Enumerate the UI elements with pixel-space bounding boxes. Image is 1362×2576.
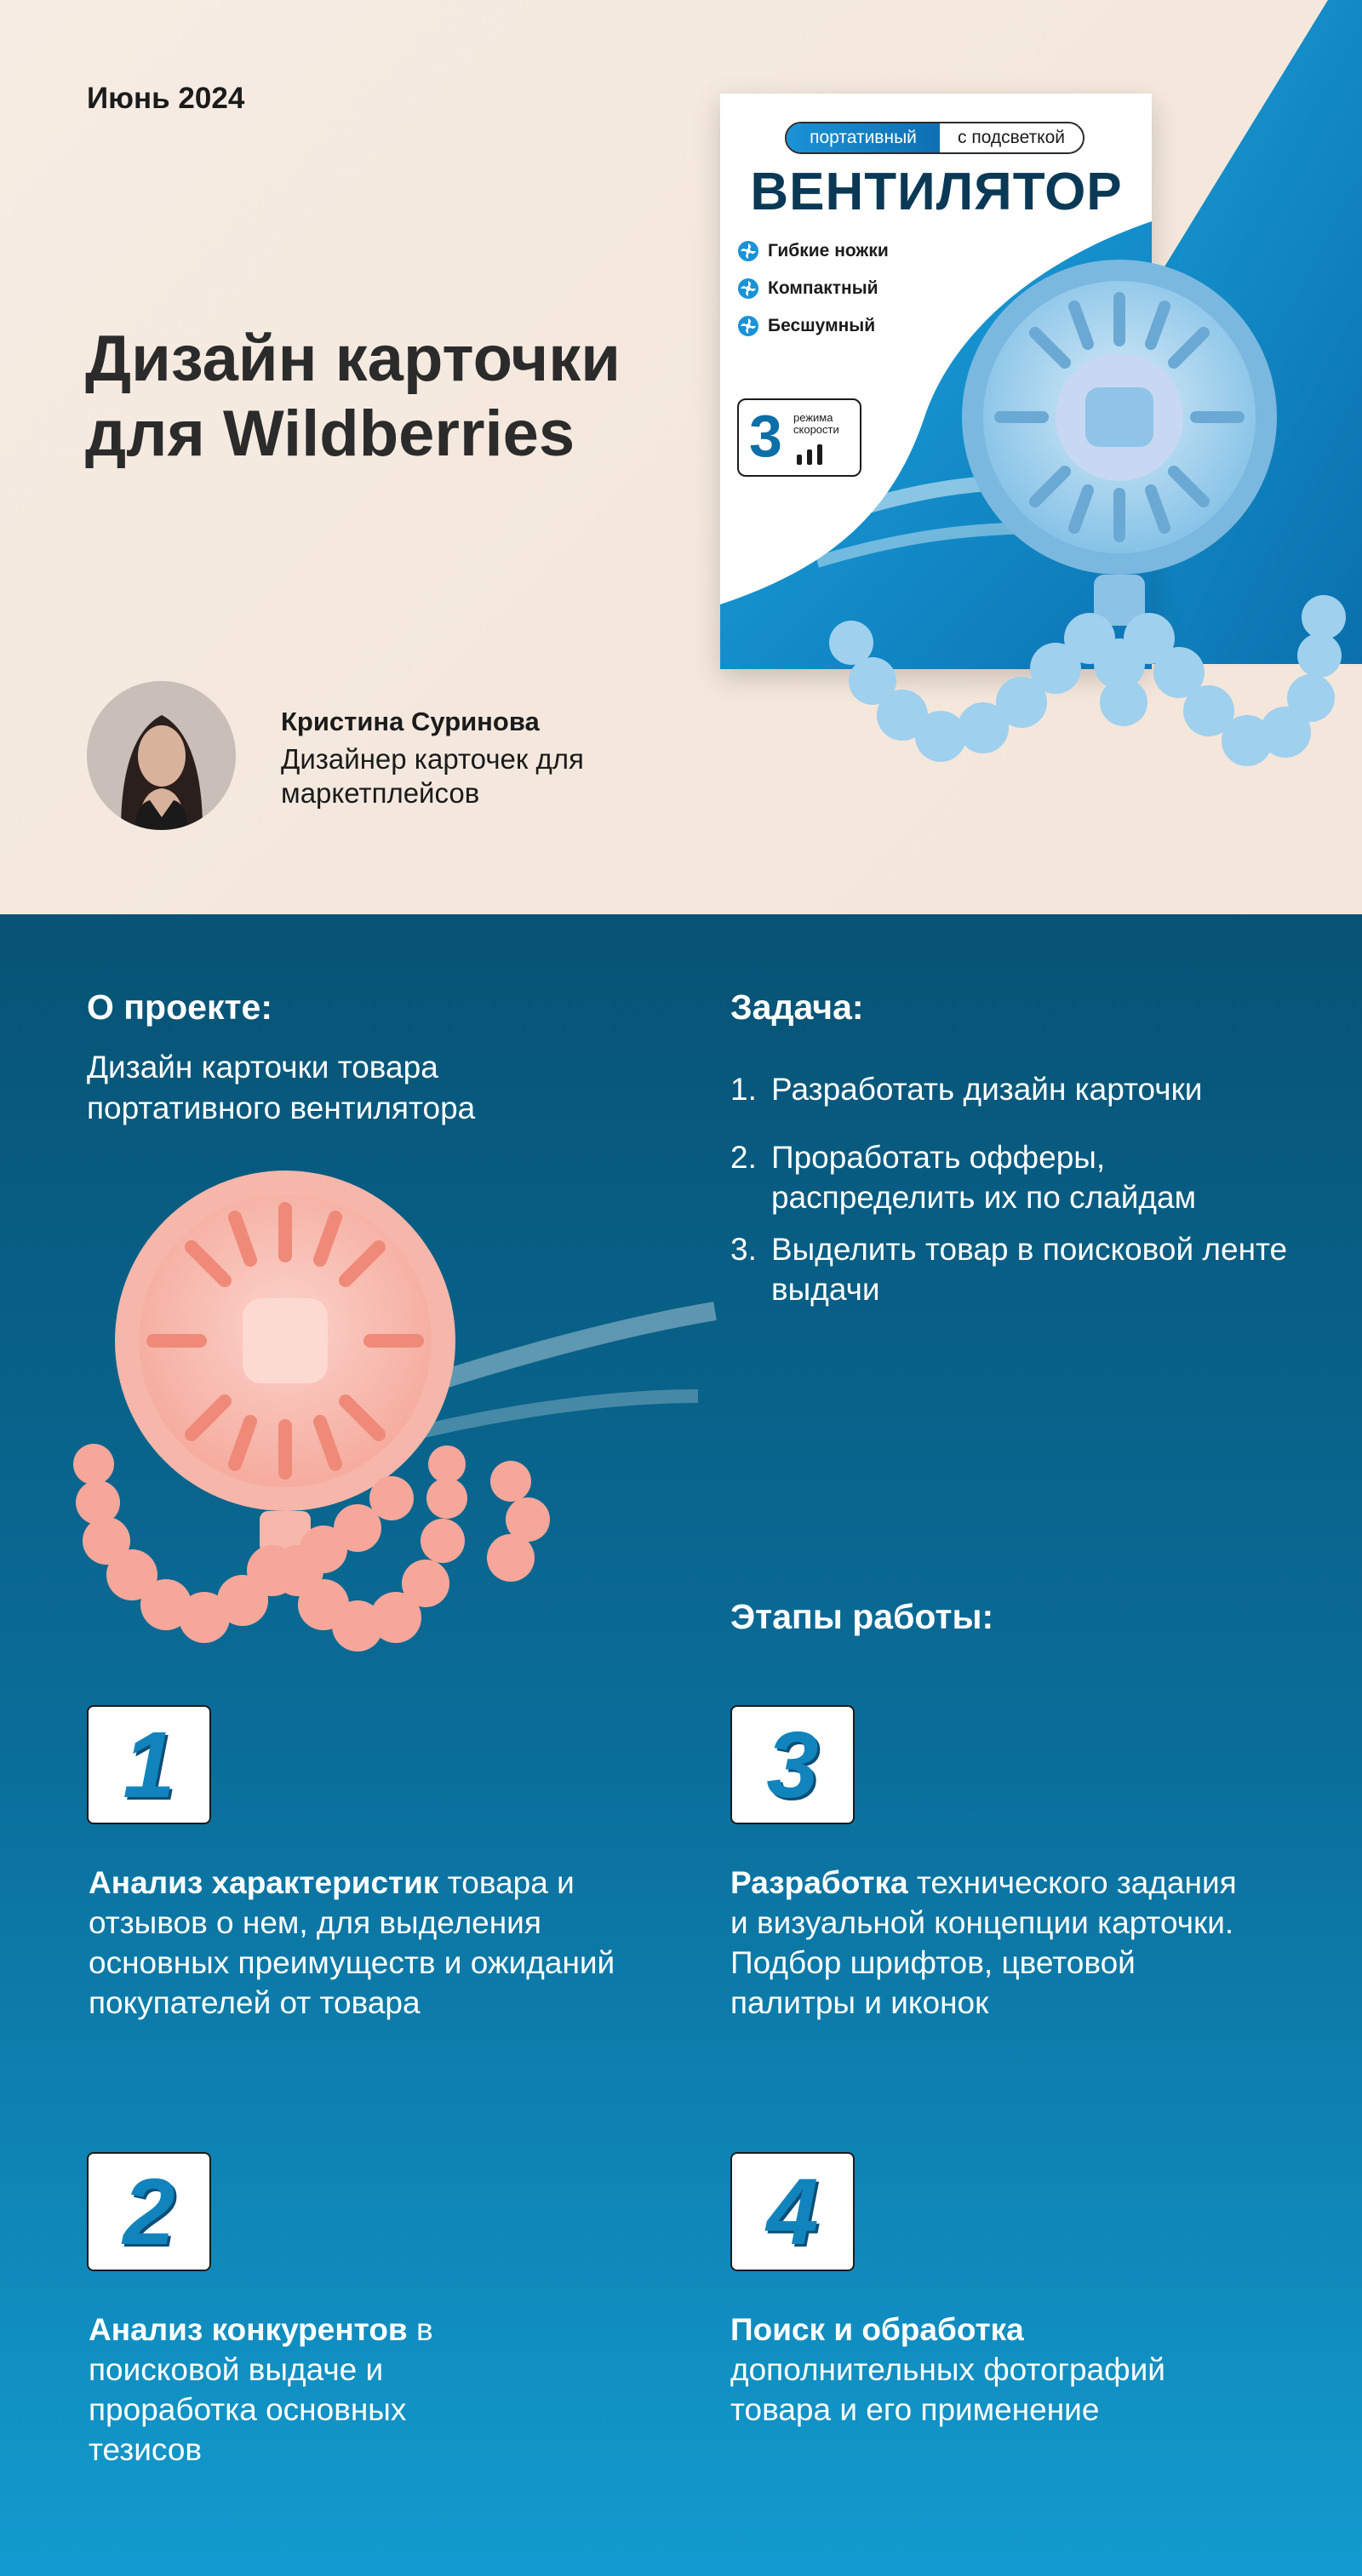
card-feature-label: Бесшумный [768, 316, 876, 335]
step-title: Разработка [730, 1865, 908, 1900]
tag-portable: портативный [787, 123, 940, 152]
fan-icon [737, 240, 759, 262]
step-text: дополнительных фотографий товара и его применение [730, 2352, 1165, 2427]
task-heading: Задача: [730, 987, 864, 1027]
task-text: Разработать дизайн карточки [771, 1072, 1203, 1107]
card-feature-label: Гибкие ножки [768, 241, 889, 260]
step-number-box [87, 1705, 211, 1824]
fan-icon [737, 278, 759, 300]
speed-modes-number: 3 [749, 403, 782, 469]
card-product-title: ВЕНТИЛЯТОР [750, 163, 1123, 221]
task-item [730, 1137, 1326, 1217]
card-tags [785, 122, 1084, 154]
task-item [730, 1229, 1326, 1309]
step-number: 2 [123, 2159, 175, 2264]
step-text: в поисковой выдаче и проработка основных тезисов [89, 2312, 433, 2467]
task-text: Проработать офферы, распределить их по слайдам [771, 1140, 1197, 1215]
about-heading: О проекте: [87, 987, 272, 1027]
hero-section [0, 0, 1362, 914]
step-number: 3 [766, 1712, 819, 1818]
step-description [730, 1863, 1258, 2023]
step-number-box [730, 2152, 855, 2271]
task-number: 1. [730, 1072, 757, 1107]
date-label: Июнь 2024 [87, 82, 245, 115]
step-title: Анализ характеристик [89, 1865, 439, 1900]
step-number-box [730, 1705, 855, 1824]
step-number: 1 [123, 1712, 175, 1818]
task-number: 2. [730, 1140, 757, 1175]
page-title: Дизайн карточки для Wildberries [85, 323, 621, 470]
card-feature-label: Компактный [768, 278, 878, 298]
tag-backlight: с подсветкой [957, 128, 1066, 147]
step-text: технического задания и визуальной концепции карточки. Подбор шрифтов, цветовой палитры и иконок [730, 1865, 1237, 2020]
step-number-box [87, 2152, 211, 2271]
blue-fan-image [766, 238, 1353, 868]
task-text: Выделить товар в поисковой ленте выдачи [771, 1232, 1288, 1307]
step-description [89, 1863, 616, 2023]
step-number: 4 [766, 2159, 819, 2264]
author-role: Дизайнер карточек для маркетплейсов [281, 743, 584, 809]
fan-icon [737, 315, 759, 337]
step-text: товара и отзывов о нем, для выделения основных преимуществ и ожиданий покупателей от товара [89, 1865, 615, 2020]
speed-modes-label: режима скорости [793, 411, 839, 436]
step-description [730, 2310, 1258, 2430]
pink-fan-image [68, 1141, 732, 1686]
task-item [730, 1069, 1326, 1109]
task-number: 3. [730, 1232, 757, 1267]
author-avatar [87, 681, 236, 830]
step-title: Поиск и обработка [730, 2312, 1024, 2347]
author-name: Кристина Суринова [281, 707, 540, 736]
step-title: Анализ конкурентов [89, 2312, 408, 2347]
about-text: Дизайн карточки товара портативного вентилятора [87, 1050, 476, 1125]
stages-heading: Этапы работы: [730, 1597, 994, 1636]
step-description [89, 2310, 497, 2470]
